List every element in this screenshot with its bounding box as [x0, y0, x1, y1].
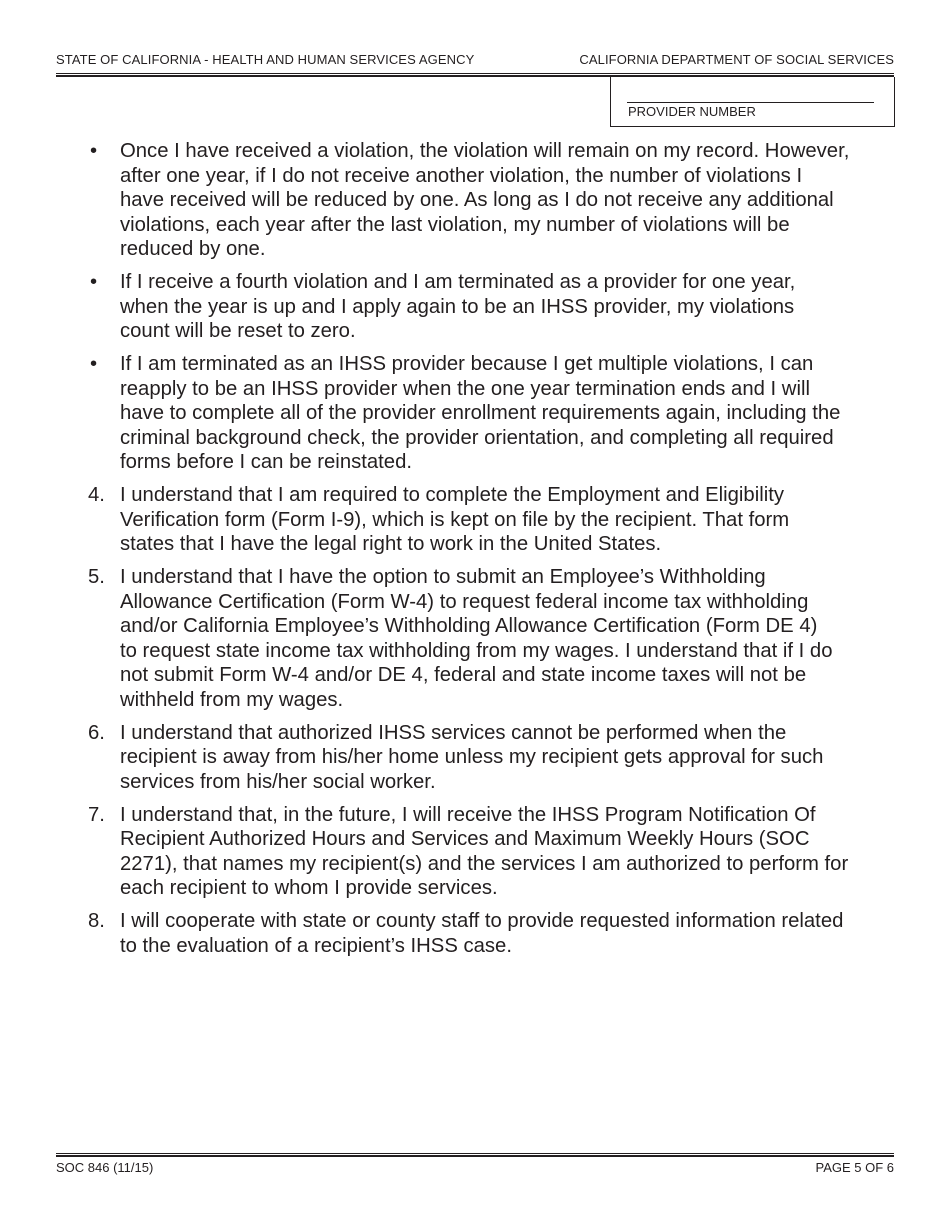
bullet-item	[0, 352, 950, 475]
item-number: 6.	[88, 721, 105, 744]
item-text	[120, 565, 950, 712]
text-line: Once I have received a violation, the violation will remain on my record. However,	[120, 140, 850, 162]
text-line: I understand that I have the option to submit an Employee’s Withholding	[120, 566, 766, 588]
item-number: 7.	[88, 803, 105, 826]
text-line: have received will be reduced by one. As long as I do not receive any additional	[120, 189, 834, 211]
text-line: 2271), that names my recipient(s) and the services I am authorized to perform for	[120, 852, 849, 875]
bullet-item	[0, 139, 950, 262]
text-line: I understand that I am required to complete the Employment and Eligibility	[120, 484, 785, 506]
text-line: each recipient to whom I provide services.	[120, 877, 498, 899]
item-text	[120, 139, 950, 262]
provider-number-field[interactable]	[627, 102, 874, 103]
item-number: 5.	[88, 566, 105, 588]
numbered-item	[0, 565, 950, 712]
text-line: If I am terminated as an IHSS provider because I get multiple violations, I can	[120, 353, 814, 375]
text-line: recipient is away from his/her home unless my recipient gets approval for such	[120, 746, 824, 768]
numbered-item	[0, 909, 950, 958]
text-line: Verification form (Form I-9), which is kept on file by the recipient. That form	[120, 508, 790, 531]
item-text	[120, 483, 950, 557]
footer-page-number: PAGE 5 OF 6	[815, 1160, 894, 1175]
bullet-marker: •	[90, 271, 98, 293]
text-line: not submit Form W-4 and/or DE 4, federal and state income taxes will not be	[120, 664, 807, 686]
numbered-item	[0, 483, 950, 557]
text-line: I understand that, in the future, I will receive the IHSS Program Notification Of	[120, 803, 816, 826]
text-line: to request state income tax withholding from my wages. I understand that if I do	[120, 639, 833, 662]
text-line: I will cooperate with state or county staff to provide requested information related	[120, 910, 844, 932]
text-line: states that I have the legal right to work in the United States.	[120, 533, 662, 555]
document-body	[0, 139, 950, 967]
text-line: reduced by one.	[120, 238, 266, 260]
provider-number-label: PROVIDER NUMBER	[628, 104, 756, 119]
item-text	[120, 352, 950, 475]
numbered-item	[0, 803, 950, 901]
text-line: after one year, if I do not receive another violation, the number of violations I	[120, 164, 803, 187]
footer-divider	[56, 1153, 894, 1157]
text-line: reapply to be an IHSS provider when the one year termination ends and I will	[120, 377, 810, 400]
header-department: CALIFORNIA DEPARTMENT OF SOCIAL SERVICES	[579, 52, 894, 67]
item-number: 4.	[88, 484, 105, 506]
numbered-item	[0, 721, 950, 795]
text-line: I understand that authorized IHSS services cannot be performed when the	[120, 721, 787, 744]
item-text	[120, 270, 950, 344]
bullet-marker: •	[90, 140, 98, 162]
bullet-item	[0, 270, 950, 344]
text-line: count will be reset to zero.	[120, 320, 356, 342]
text-line: If I receive a fourth violation and I am terminated as a provider for one year,	[120, 271, 796, 293]
text-line: have to complete all of the provider enrollment requirements again, including the	[120, 402, 841, 424]
item-number: 8.	[88, 910, 105, 932]
text-line: and/or California Employee’s Withholding Allowance Certification (Form DE 4)	[120, 615, 818, 637]
item-text	[120, 803, 950, 901]
text-line: services from his/her social worker.	[120, 770, 436, 793]
text-line: violations, each year after the last violation, my number of violations will be	[120, 213, 790, 236]
provider-number-box	[610, 77, 895, 127]
item-text	[120, 721, 950, 795]
text-line: Allowance Certification (Form W-4) to request federal income tax withholding	[120, 590, 809, 613]
text-line: to the evaluation of a recipient’s IHSS case.	[120, 934, 512, 957]
footer-form-id: SOC 846 (11/15)	[56, 1160, 154, 1175]
bullet-marker: •	[90, 353, 98, 375]
text-line: when the year is up and I apply again to be an IHSS provider, my violations	[120, 295, 795, 318]
text-line: Recipient Authorized Hours and Services and Maximum Weekly Hours (SOC	[120, 828, 810, 850]
header-agency: STATE OF CALIFORNIA - HEALTH AND HUMAN SERVICES AGENCY	[56, 52, 475, 67]
text-line: forms before I can be reinstated.	[120, 451, 412, 473]
text-line: criminal background check, the provider orientation, and completing all required	[120, 426, 834, 449]
item-text	[120, 909, 950, 958]
text-line: withheld from my wages.	[120, 688, 344, 711]
